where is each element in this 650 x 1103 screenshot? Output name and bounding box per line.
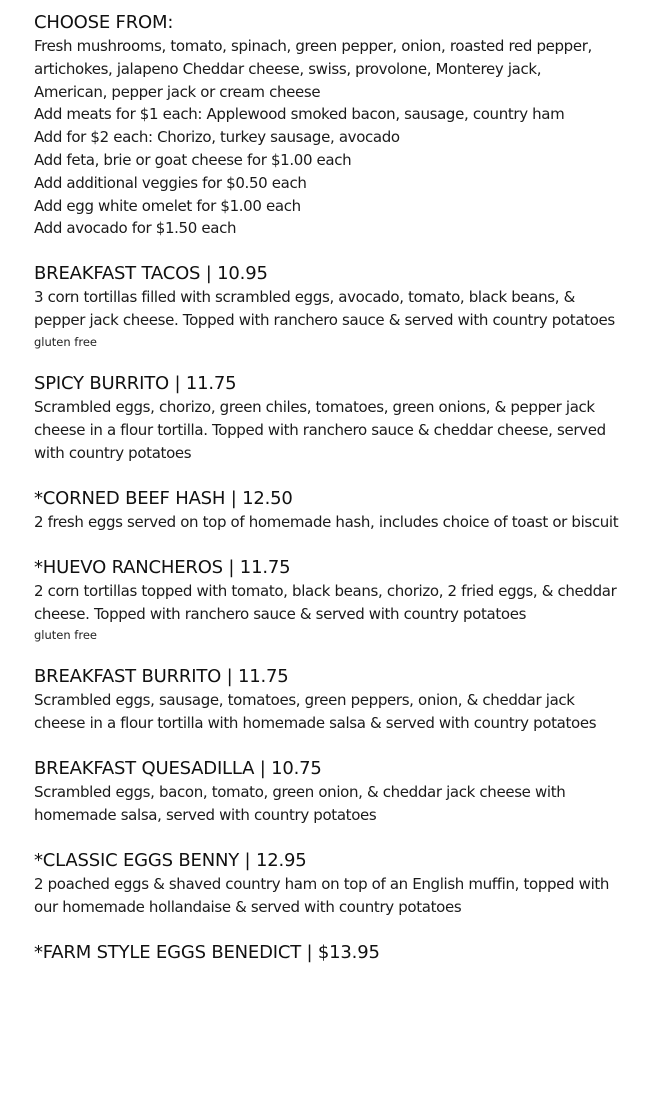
menu-item-description: Scrambled eggs, sausage, tomatoes, green peppers, onion, & cheddar jack cheese in a flour tortilla with homemade salsa & served with country potatoes — [34, 691, 597, 733]
gluten-free-tag: gluten free — [34, 628, 97, 643]
menu-item-description: Scrambled eggs, chorizo, green chiles, tomatoes, green onions, & pepper jack cheese in a flour tortilla. Topped with ranchero sauce & cheddar cheese, served with country potatoes — [34, 397, 606, 462]
menu-item-farm-style-eggs-benedict — [34, 941, 624, 965]
menu-item-title: *HUEVO RANCHEROS | 11.75 — [34, 556, 291, 578]
menu-content — [34, 11, 624, 987]
gluten-free-tag: gluten free — [34, 334, 97, 349]
menu-item-description: 2 poached eggs & shaved country ham on top of an English muffin, topped with our homemade hollandaise & served with country potatoes — [34, 875, 610, 916]
menu-item-description: 2 corn tortillas topped with tomato, black beans, chorizo, 2 fried eggs, & cheddar cheese. Topped with ranchero sauce & served with country potatoes — [34, 581, 617, 623]
menu-item-title: *CLASSIC EGGS BENNY | 12.95 — [34, 850, 307, 872]
menu-item-breakfast-burrito — [34, 665, 624, 735]
choose-from-section — [34, 11, 624, 240]
menu-item-description: Scrambled eggs, bacon, tomato, green onion, & cheddar jack cheese with homemade salsa, served with country potatoes — [34, 783, 566, 825]
choose-from-line: Add for $2 each: Chorizo, turkey sausage, avocado — [34, 128, 400, 147]
menu-item-breakfast-quesadilla — [34, 757, 624, 827]
choose-from-line: Fresh mushrooms, tomato, spinach, green pepper, onion, roasted red pepper, — [34, 37, 592, 55]
choose-from-line: artichokes, jalapeno Cheddar cheese, swiss, provolone, Monterey jack, — [34, 59, 542, 78]
menu-item-spicy-burrito — [34, 372, 624, 465]
menu-item-description: 3 corn tortillas filled with scrambled eggs, avocado, tomato, black beans, & pepper jack cheese. Topped with ranchero sauce & served with country potatoes — [34, 288, 615, 330]
choose-from-line: American, pepper jack or cream cheese — [34, 82, 321, 101]
menu-item-description: 2 fresh eggs served on top of homemade hash, includes choice of toast or biscuit — [34, 512, 619, 531]
choose-from-line: Add feta, brie or goat cheese for $1.00 each — [34, 150, 352, 169]
menu-item-title: BREAKFAST QUESADILLA | 10.75 — [34, 758, 322, 780]
menu-item-breakfast-tacos — [34, 262, 624, 350]
menu-item-huevo-rancheros — [34, 556, 624, 644]
choose-from-line: Add meats for $1 each: Applewood smoked bacon, sausage, country ham — [34, 105, 565, 124]
choose-from-title: CHOOSE FROM: — [34, 12, 174, 33]
menu-item-title: BREAKFAST TACOS | 10.95 — [34, 263, 268, 285]
choose-from-line: Add additional veggies for $0.50 each — [34, 173, 307, 192]
choose-from-line: Add avocado for $1.50 each — [34, 219, 237, 238]
menu-item-title: BREAKFAST BURRITO | 11.75 — [34, 666, 289, 688]
menu-item-title: *CORNED BEEF HASH | 12.50 — [34, 487, 293, 509]
choose-from-line: Add egg white omelet for $1.00 each — [34, 196, 301, 215]
menu-item-corned-beef-hash — [34, 487, 624, 534]
menu-item-title: SPICY BURRITO | 11.75 — [34, 372, 237, 394]
menu-item-title: *FARM STYLE EGGS BENEDICT | $13.95 — [34, 941, 380, 963]
menu-item-classic-eggs-benny — [34, 849, 624, 919]
